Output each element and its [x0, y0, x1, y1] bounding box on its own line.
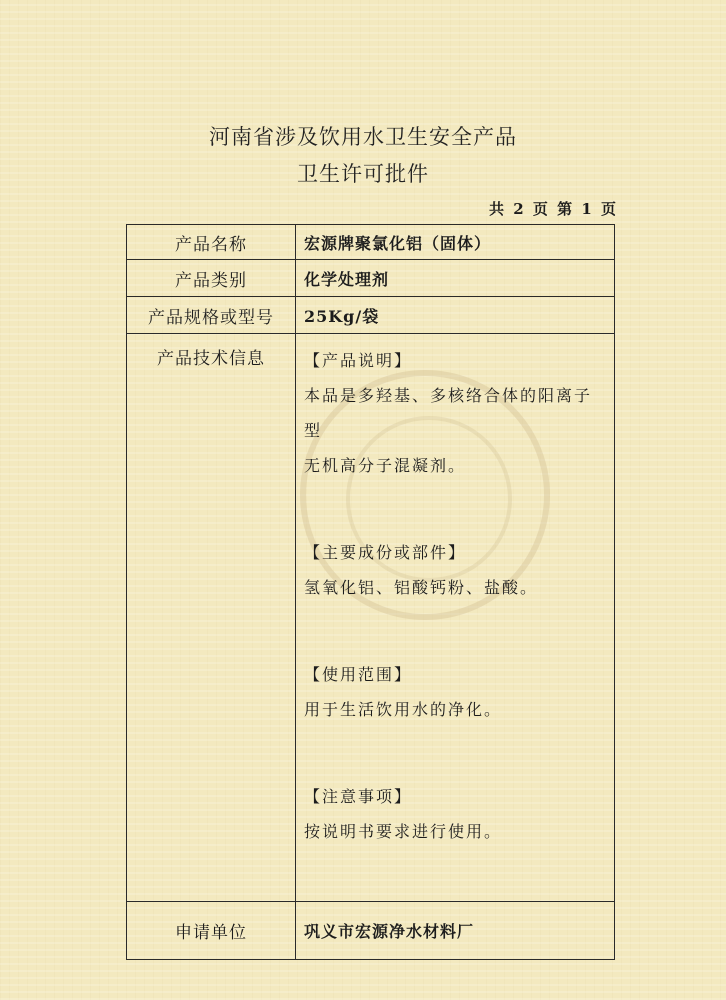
section-product-description: [304, 343, 606, 483]
product-category-value: 化学处理剂: [296, 260, 615, 297]
applicant-label: 申请单位: [127, 902, 296, 960]
table-row: [127, 334, 615, 902]
tech-info-label: 产品技术信息: [127, 334, 296, 902]
table-row: [127, 260, 615, 297]
product-category-label: 产品类别: [127, 260, 296, 297]
permit-table: [126, 224, 615, 960]
table-row: [127, 225, 615, 260]
product-spec-value: 25Kg/袋: [296, 297, 615, 334]
section-heading: 【使用范围】: [304, 665, 413, 684]
section-line: 按说明书要求进行使用。: [304, 822, 503, 841]
product-spec-label: 产品规格或型号: [127, 297, 296, 334]
table-row: [127, 902, 615, 960]
table-row: [127, 297, 615, 334]
tech-info-content: [296, 334, 615, 902]
section-precautions: [304, 779, 606, 849]
product-name-value: 宏源牌聚氯化铝（固体）: [296, 225, 615, 260]
page-indicator: 共 2 页 第 1 页: [489, 200, 618, 218]
section-heading: 【产品说明】: [304, 351, 413, 370]
section-main-components: [304, 535, 606, 605]
section-line: 本品是多羟基、多核络合体的阳离子型: [304, 386, 593, 440]
document-subtitle: 卫生许可批件: [297, 162, 429, 186]
section-line: 无机高分子混凝剂。: [304, 456, 467, 475]
document-title: 河南省涉及饮用水卫生安全产品: [209, 125, 517, 149]
section-heading: 【注意事项】: [304, 787, 413, 806]
section-heading: 【主要成份或部件】: [304, 543, 467, 562]
section-usage-scope: [304, 657, 606, 727]
applicant-value: 巩义市宏源净水材料厂: [296, 902, 615, 960]
product-name-label: 产品名称: [127, 225, 296, 260]
section-line: 用于生活饮用水的净化。: [304, 700, 503, 719]
section-line: 氢氧化铝、铝酸钙粉、盐酸。: [304, 578, 539, 597]
